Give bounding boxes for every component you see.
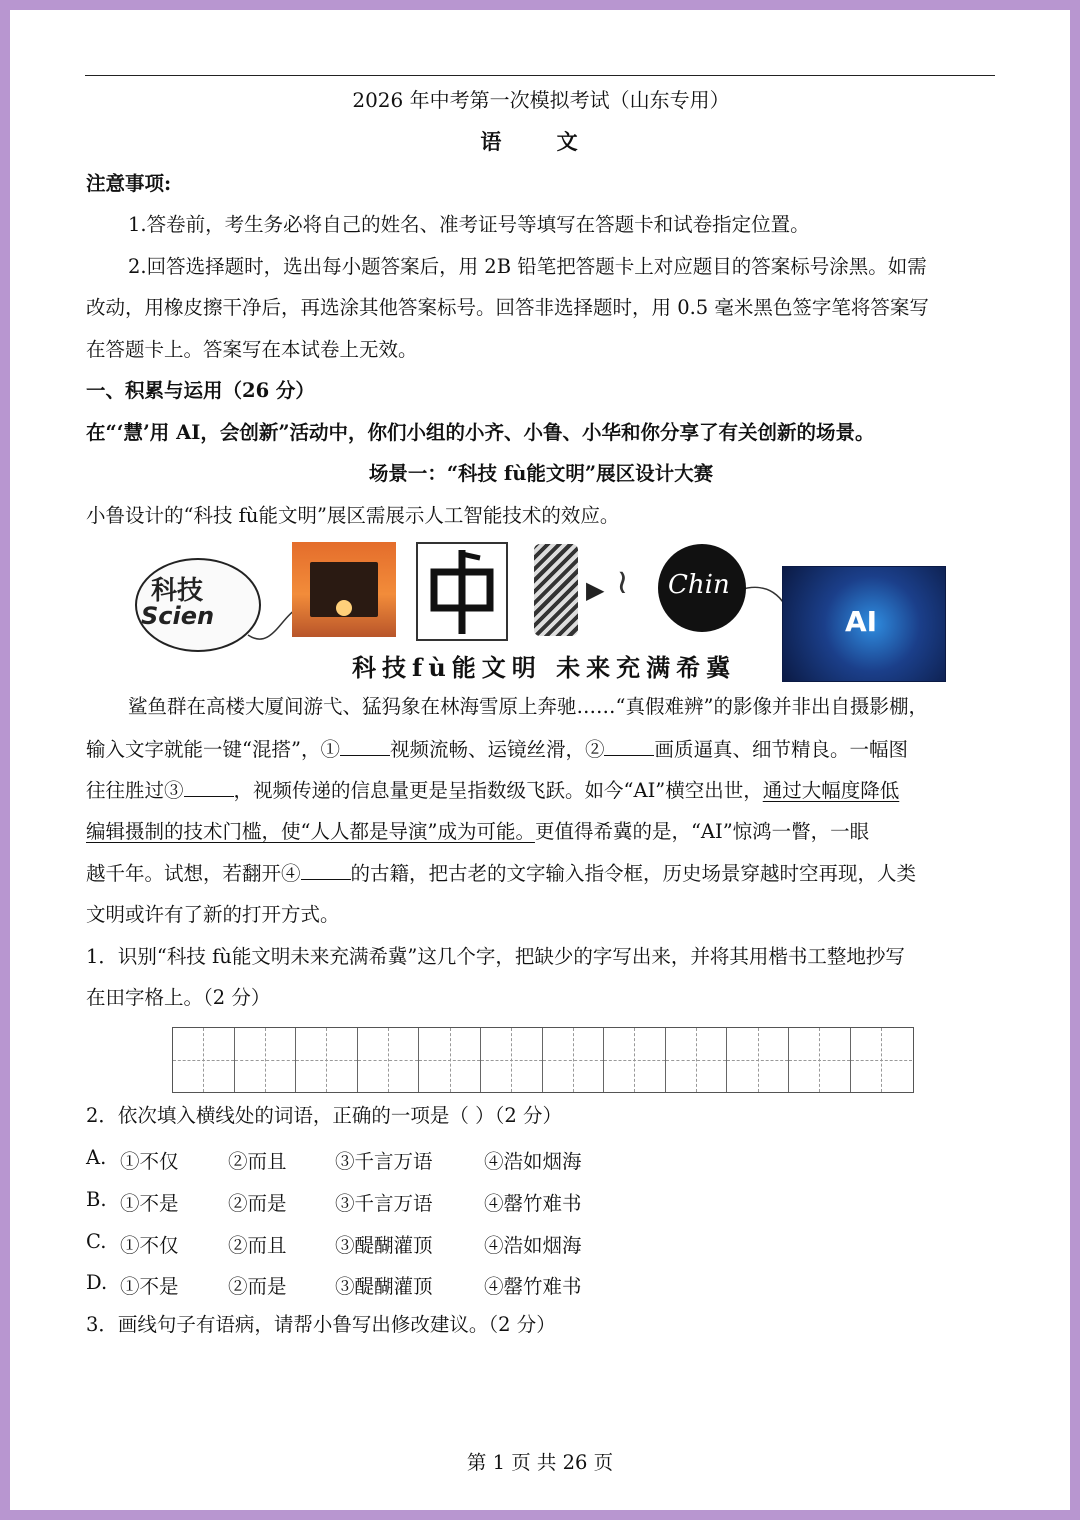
passage-text: 的古籍，把古老的文字输入指令框，历史场景穿越时空再现，人类 <box>350 862 917 885</box>
header-rule <box>85 75 995 76</box>
zhong-glyph-icon <box>418 544 506 639</box>
tianzige-cell[interactable] <box>481 1028 543 1092</box>
science-seal-image <box>135 558 261 652</box>
option-choice: ③千言万语 <box>335 1150 433 1173</box>
option-choice: ②而且 <box>228 1150 287 1173</box>
option-label: D. <box>86 1271 108 1294</box>
tianzige-cell[interactable] <box>666 1028 728 1092</box>
passage-text: 视频流畅、运镜丝滑，② <box>389 738 605 761</box>
seal-text: 科技 <box>151 576 204 606</box>
option-choice: ①不仅 <box>120 1234 179 1257</box>
subject-title: 语 文 <box>480 129 602 154</box>
option-choice: ②而且 <box>228 1234 287 1257</box>
notice-item-2-cont: 在答题卡上。答案写在本试卷上无效。 <box>86 338 418 361</box>
option-choice: ④浩如烟海 <box>484 1150 582 1173</box>
wave-glyph-icon: ≀ <box>616 562 629 602</box>
tianzige-cell[interactable] <box>727 1028 789 1092</box>
passage-line: 鲨鱼群在高楼大厦间游弋、猛犸象在林海雪原上奔驰……“真假难辨”的影像并非出自摄影棚， <box>128 695 928 718</box>
page-footer: 第 1 页 共 26 页 <box>466 1451 614 1474</box>
fill-blank-4 <box>301 861 351 880</box>
question-2: 2．依次填入横线处的词语，正确的一项是（ ）（2 分） <box>86 1104 562 1127</box>
underlined-sentence: 编辑摄制的技术门槛，使“人人都是导演”成为可能。 <box>86 820 535 843</box>
arrow-icon: ▶ <box>586 576 605 604</box>
option-choice: ③醍醐灌顶 <box>335 1234 433 1257</box>
tianzige-cell[interactable] <box>851 1028 913 1092</box>
seal-text-latin: Scien <box>141 602 215 630</box>
fill-blank-1 <box>340 737 390 756</box>
notice-item-1: 1.答卷前，考生务必将自己的姓名、准考证号等填写在答题卡和试卷指定位置。 <box>128 213 810 236</box>
notice-item-2: 2.回答选择题时，选出每小题答案后，用 2B 铅笔把答题卡上对应题目的答案标号涂黑。如需 <box>128 255 927 278</box>
question-1-cont: 在田字格上。（2 分） <box>86 986 271 1009</box>
tianzige-cell[interactable] <box>173 1028 235 1092</box>
carved-stone-image <box>534 544 578 636</box>
scene-description: 小鲁设计的“科技 fù能文明”展区需展示人工智能技术的效应。 <box>86 504 620 527</box>
underlined-sentence: 通过大幅度降低 <box>762 779 900 802</box>
passage-text: 输入文字就能一键“混搭”，① <box>86 738 340 761</box>
option-choice: ④浩如烟海 <box>484 1234 582 1257</box>
section-intro: 在“‘慧’用 AI，会创新”活动中，你们小组的小齐、小鲁、小华和你分享了有关创新的场景。 <box>86 421 875 444</box>
china-calligraphy-logo <box>658 544 746 632</box>
tianzige-cell[interactable] <box>543 1028 605 1092</box>
question-3: 3．画线句子有语病，请帮小鲁写出修改建议。（2 分） <box>86 1313 556 1336</box>
tianzige-cell[interactable] <box>419 1028 481 1092</box>
option-choice: ②而是 <box>228 1275 287 1298</box>
notice-item-2-cont: 改动，用橡皮擦干净后，再选涂其他答案标号。回答非选择题时，用 0.5 毫米黑色签字笔将答案写 <box>86 296 929 319</box>
sun-shape <box>336 600 352 616</box>
oracle-bone-glyph-image <box>416 542 508 641</box>
option-choice: ②而是 <box>228 1192 287 1215</box>
option-choice: ④罄竹难书 <box>484 1275 582 1298</box>
ai-circuit-image <box>782 566 946 682</box>
option-choice: ①不是 <box>120 1275 179 1298</box>
china-logo-text: Chin <box>668 570 730 600</box>
passage-text: 越千年。试想，若翻开④ <box>86 862 301 885</box>
option-choice: ①不是 <box>120 1192 179 1215</box>
notice-heading: 注意事项: <box>86 172 172 195</box>
calligraphy-caption: 科技fù能文明 未来充满希冀 <box>352 653 737 682</box>
passage-line <box>86 861 996 886</box>
option-choice: ④罄竹难书 <box>484 1192 582 1215</box>
option-label: C. <box>86 1230 107 1253</box>
passage-line <box>86 820 996 844</box>
question-1: 1．识别“科技 fù能文明未来充满希冀”这几个字，把缺少的字写出来，并将其用楷书工整地抄写 <box>86 945 905 968</box>
passage-text: 往往胜过③ <box>86 779 184 802</box>
passage-text: 更值得希冀的是，“AI”惊鸿一瞥，一眼 <box>534 820 870 843</box>
exam-page <box>10 10 1070 1510</box>
tianzige-cell[interactable] <box>789 1028 851 1092</box>
passage-line: 文明或许有了新的打开方式。 <box>86 903 340 926</box>
passage-line <box>86 737 996 762</box>
exam-title: 2026 年中考第一次模拟考试（山东专用） <box>352 88 730 112</box>
scene-title: 场景一：“科技 fù能文明”展区设计大赛 <box>368 462 714 485</box>
illustration-strip <box>130 540 950 680</box>
option-label: A. <box>86 1146 107 1169</box>
tianzige-cell[interactable] <box>296 1028 358 1092</box>
bronze-ding-sunset-image <box>292 542 396 637</box>
option-choice: ①不仅 <box>120 1150 179 1173</box>
passage-line <box>86 778 996 803</box>
tianzige-cell[interactable] <box>358 1028 420 1092</box>
option-choice: ③千言万语 <box>335 1192 433 1215</box>
tianzige-grid[interactable] <box>172 1027 914 1093</box>
fill-blank-3 <box>184 778 234 797</box>
option-label: B. <box>86 1188 107 1211</box>
passage-text: ，视频传递的信息量更是呈指数级飞跃。如今“AI”横空出世， <box>233 779 763 802</box>
ai-image-text: AI <box>845 605 878 638</box>
tianzige-cell[interactable] <box>235 1028 297 1092</box>
passage-text: 画质逼真、细节精良。一幅图 <box>654 738 908 761</box>
fill-blank-2 <box>604 737 654 756</box>
section-heading: 一、积累与运用（26 分） <box>86 379 315 402</box>
option-choice: ③醍醐灌顶 <box>335 1275 433 1298</box>
tianzige-cell[interactable] <box>604 1028 666 1092</box>
